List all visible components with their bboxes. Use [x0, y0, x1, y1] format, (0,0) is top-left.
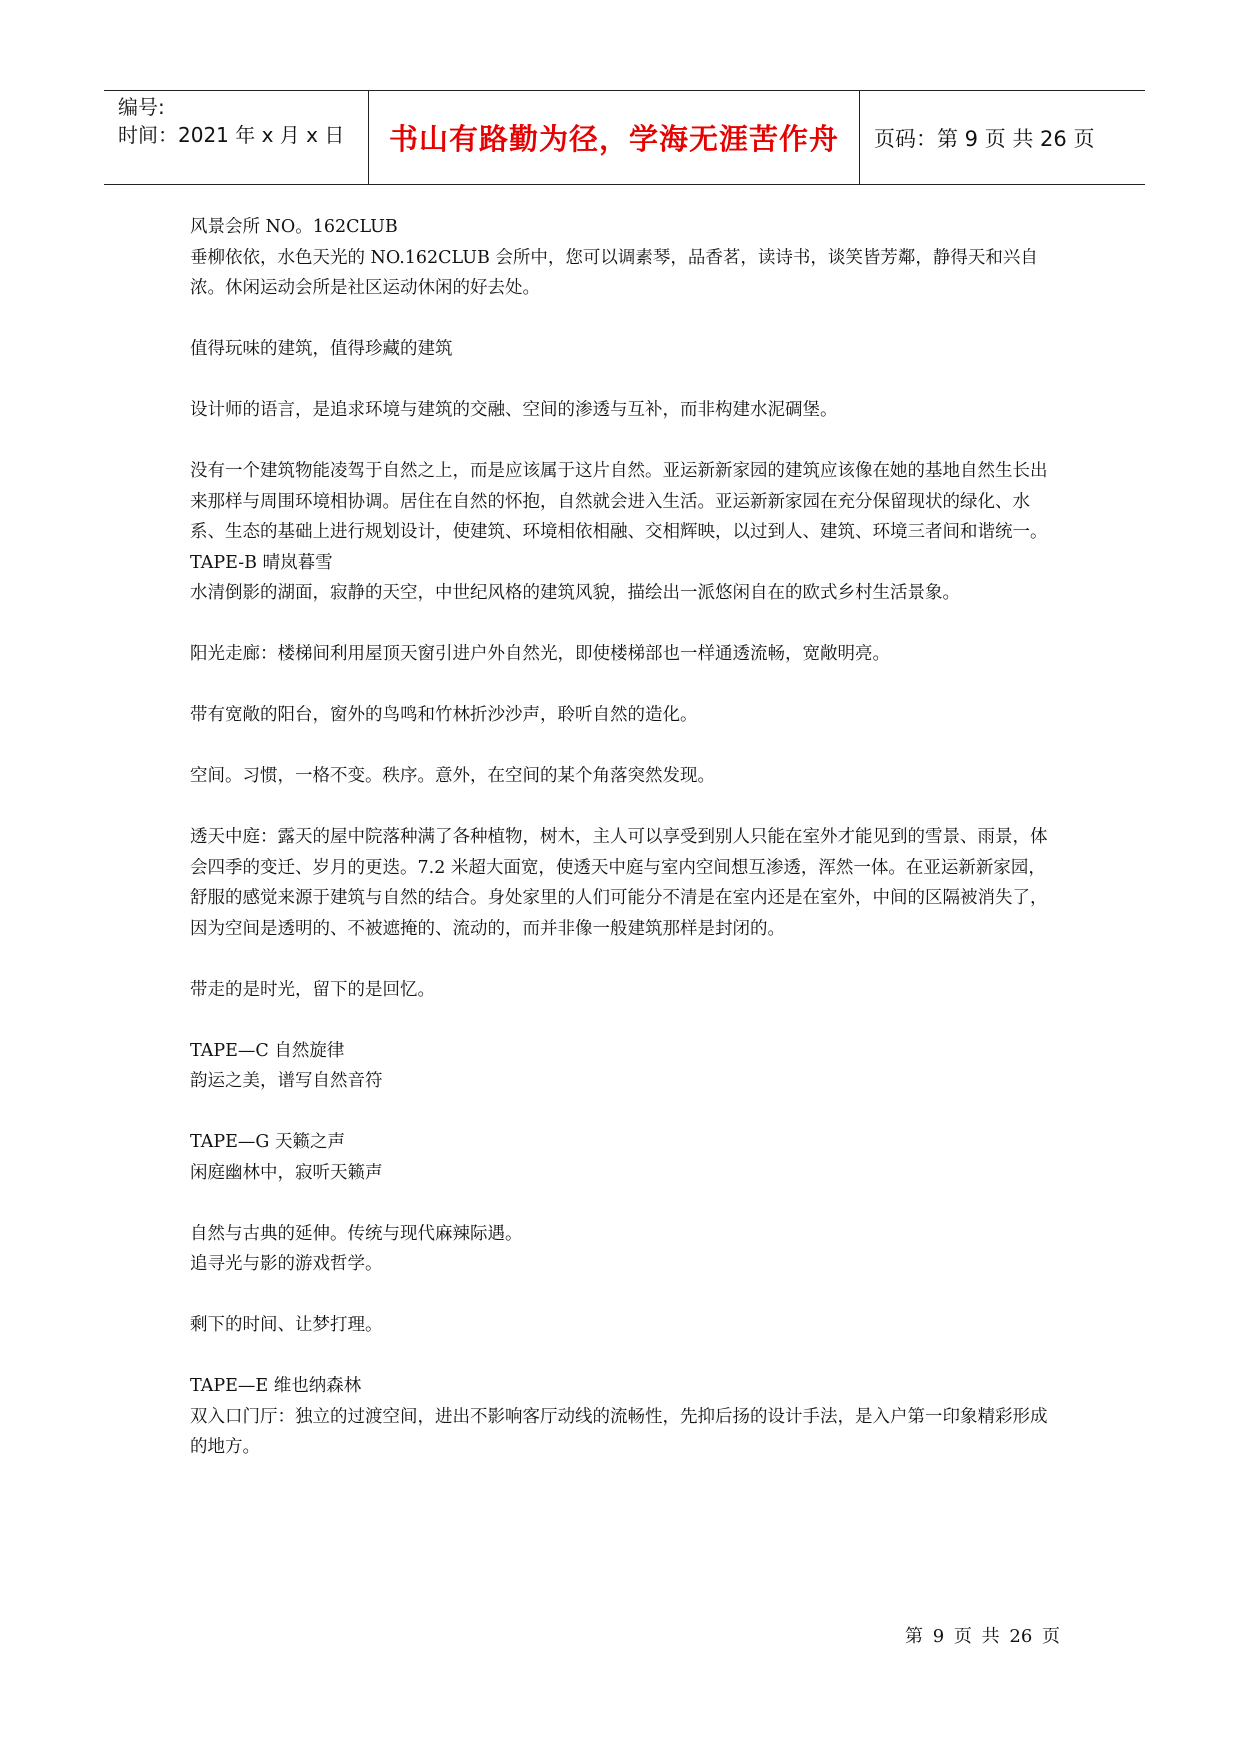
paragraph: 自然与古典的延伸。传统与现代麻辣际遇。 — [190, 1223, 523, 1244]
document-number-label: 编号: — [118, 95, 165, 119]
paragraph: 韵运之美，谱写自然音符 — [190, 1071, 383, 1091]
paragraph: 带走的是时光，留下的是回忆。 — [190, 979, 435, 1000]
paragraph-gap — [190, 304, 1060, 335]
paragraph: 剩下的时间、让梦打理。 — [190, 1315, 383, 1335]
paragraph: 追寻光与影的游戏哲学。 — [190, 1254, 383, 1274]
section-heading: TAPE—C 自然旋律 — [190, 1040, 345, 1061]
header-page-info-cell — [860, 91, 1145, 184]
paragraph: 带有宽敞的阳台，窗外的鸟鸣和竹林折沙沙声，聆听自然的造化。 — [190, 705, 698, 725]
paragraph: 垂柳依依，水色天光的 NO.162CLUB 会所中，您可以调素琴，品香茗，读诗书，谈笑皆芳鄰，静得天和兴自浓。休闲运动会所是社区运动休闲的好去处。 — [190, 247, 1038, 298]
paragraph-gap — [190, 731, 1060, 762]
paragraph: 值得玩味的建筑，值得珍藏的建筑 — [190, 339, 453, 359]
paragraph-gap — [190, 1280, 1060, 1311]
header-meta — [104, 91, 369, 184]
paragraph: 设计师的语言，是追求环境与建筑的交融、空间的渗透与互补，而非构建水泥碉堡。 — [190, 400, 838, 420]
header-page-info: 页码：第 9 页 共 26 页 — [874, 126, 1095, 151]
paragraph-gap — [190, 944, 1060, 975]
paragraph-gap — [190, 1341, 1060, 1372]
header-motto-cell — [369, 91, 860, 184]
paragraph: 阳光走廊：楼梯间利用屋顶天窗引进户外自然光，即使楼梯部也一样通透流畅，宽敞明亮。 — [190, 644, 890, 664]
paragraph-gap — [190, 792, 1060, 823]
header-table — [104, 90, 1145, 185]
paragraph: 透天中庭：露天的屋中院落种满了各种植物，树木，主人可以享受到别人只能在室外才能见到的雪景、雨景，体会四季的变迁、岁月的更迭。7.2 米超大面宽，使透天中庭与室内空间想互渗透，浑然一体。在亚运新新家园，舒服的感觉来源于建筑与自然的结合。身处家里的人们可能分不清是在室内还是在室外，中间的区隔被消失了，因为空间是透明的、不被遮掩的、流动的，而并非像一般建筑那样是封闭的。 — [190, 827, 1048, 939]
paragraph-gap — [190, 670, 1060, 701]
paragraph-gap — [190, 365, 1060, 396]
paragraph: 双入口门厅：独立的过渡空间，进出不影响客厅动线的流畅性，先抑后扬的设计手法，是入户第一印象精彩形成的地方。 — [190, 1406, 1048, 1457]
section-heading: TAPE—G 天籁之声 — [190, 1132, 345, 1152]
paragraph: 水清倒影的湖面，寂静的天空，中世纪风格的建筑风貌，描绘出一派悠闲自在的欧式乡村生活景象。 — [190, 583, 960, 603]
paragraph-gap — [190, 426, 1060, 457]
motto-text: 书山有路勤为径，学海无涯苦作舟 — [388, 122, 839, 156]
document-body — [190, 212, 1060, 1463]
paragraph-gap — [190, 609, 1060, 640]
paragraph-gap — [190, 1188, 1060, 1219]
page-footer: 第 9 页 共 26 页 — [905, 1626, 1060, 1647]
paragraph: 风景会所 NO。162CLUB — [190, 217, 398, 237]
paragraph: 闲庭幽林中，寂听天籁声 — [190, 1162, 383, 1183]
section-heading: TAPE—E 维也纳森林 — [190, 1376, 362, 1396]
paragraph: 没有一个建筑物能凌驾于自然之上，而是应该属于这片自然。亚运新新家园的建筑应该像在她的基地自然生长出来那样与周围环境相协调。居住在自然的怀抱，自然就会进入生活。亚运新新家园在充分保留现状的绿化、水系、生态的基础上进行规划设计，使建筑、环境相依相融、交相辉映，以过到人、建筑、环境三者间和谐统一。 — [190, 461, 1048, 542]
section-heading: TAPE-B 晴岚暮雪 — [190, 552, 333, 573]
paragraph-gap — [190, 1097, 1060, 1128]
document-time: 时间：2021 年 x 月 x 日 — [118, 123, 345, 147]
paragraph-gap — [190, 1005, 1060, 1036]
paragraph: 空间。习惯，一格不变。秩序。意外，在空间的某个角落突然发现。 — [190, 766, 715, 786]
